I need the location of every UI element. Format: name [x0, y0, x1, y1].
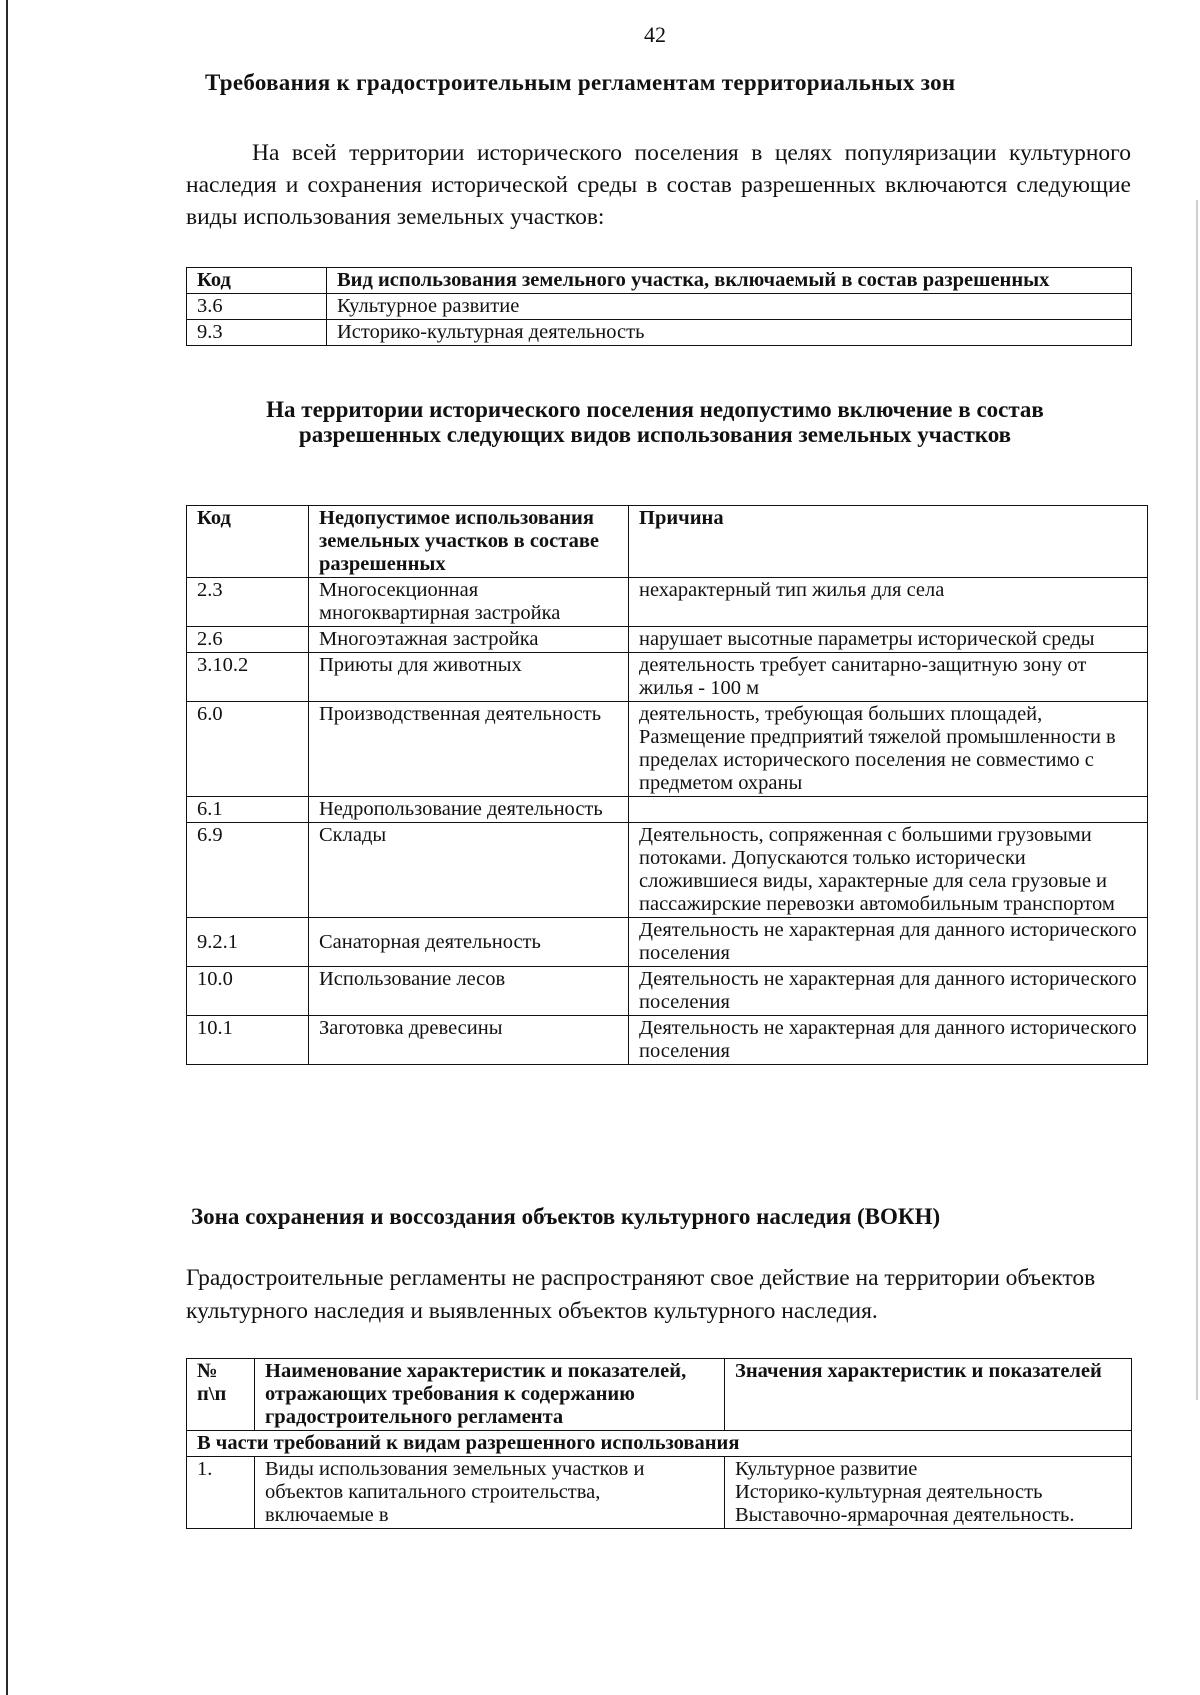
column-header-characteristic-value: Значения характеристик и показателей: [725, 1359, 1132, 1431]
cell-reason: нехарактерный тип жилья для села: [629, 578, 1148, 627]
cell-code: 9.2.1: [187, 918, 309, 967]
table-row: [187, 1016, 1148, 1065]
column-header-number: № п\п: [187, 1359, 255, 1431]
cell-use-type: Культурное развитие: [327, 294, 1132, 320]
cell-code: 6.1: [187, 797, 309, 823]
permitted-uses-table: [186, 267, 1132, 346]
column-header-code: Код: [187, 268, 327, 294]
value-line: Культурное развитие: [735, 1458, 918, 1480]
cell-prohibited-use: Недропользование деятельность: [309, 797, 629, 823]
cell-code: 2.6: [187, 627, 309, 653]
cell-code: 2.3: [187, 578, 309, 627]
table-row: [187, 320, 1132, 346]
cell-code: 10.1: [187, 1016, 309, 1065]
cell-reason: Деятельность, сопряженная с большими грузовыми потоками. Допускаются только исторически сложившиеся виды, характерные для села грузовые и пассажирские перевозки автомобильным транспортом: [629, 823, 1148, 918]
cell-reason: деятельность требует санитарно-защитную зону от жилья - 100 м: [629, 653, 1148, 702]
regulation-characteristics-table: [186, 1358, 1132, 1529]
cell-code: 3.10.2: [187, 653, 309, 702]
column-header-prohibited-use: Недопустимое использования земельных участков в составе разрешенных: [309, 506, 629, 578]
cell-prohibited-use: Использование лесов: [309, 967, 629, 1016]
okn-paragraph: Градостроительные регламенты не распространяют свое действие на территории объектов культурного наследия и выявленных объектов культурного наследия.: [186, 1265, 1096, 1324]
page-number: 42: [644, 22, 666, 47]
heading-okn-zone: Зона сохранения и воссоздания объектов культурного наследия (ВОКН): [191, 1204, 941, 1229]
value-line: Историко-культурная деятельность: [735, 1481, 1043, 1503]
cell-characteristic-name: Виды использования земельных участков и объектов капитального строительства, включаемые в: [255, 1457, 725, 1529]
heading-requirements: Требования к градостроительным регламентам территориальных зон: [205, 70, 956, 95]
table-section-row: [187, 1431, 1132, 1457]
prohibited-uses-table: [186, 505, 1148, 1065]
cell-reason: нарушает высотные параметры исторической среды: [629, 627, 1148, 653]
cell-prohibited-use: Заготовка древесины: [309, 1016, 629, 1065]
section-title: В части требований к видам разрешенного использования: [187, 1431, 1132, 1457]
column-header-reason: Причина: [629, 506, 1148, 578]
cell-reason: Деятельность не характерная для данного исторического поселения: [629, 1016, 1148, 1065]
heading-prohibited-uses: На территории исторического поселения недопустимо включение в состав разрешенных следующих видов использования земельных участков: [266, 397, 1044, 447]
cell-characteristic-value: [725, 1457, 1132, 1529]
cell-code: 6.9: [187, 823, 309, 918]
column-header-use-type: Вид использования земельного участка, включаемый в состав разрешенных: [327, 268, 1132, 294]
table-row: [187, 823, 1148, 918]
cell-code: 3.6: [187, 294, 327, 320]
table-row: [187, 653, 1148, 702]
intro-paragraph: На всей территории исторического поселения в целях популяризации культурного наследия и сохранения исторической среды в состав разрешенных включаются следующие виды использования земельных участков:: [186, 140, 1131, 230]
cell-code: 6.0: [187, 702, 309, 797]
cell-prohibited-use: Производственная деятельность: [309, 702, 629, 797]
table-row: [187, 578, 1148, 627]
cell-number: 1.: [187, 1457, 255, 1529]
column-header-characteristic-name: Наименование характеристик и показателей, отражающих требования к содержанию градостроительного регламента: [255, 1359, 725, 1431]
table-row: [187, 627, 1148, 653]
cell-prohibited-use: Санаторная деятельность: [309, 918, 629, 967]
table-row: [187, 967, 1148, 1016]
cell-reason: деятельность, требующая больших площадей, Размещение предприятий тяжелой промышленности в пределах исторического поселения не совместимо с предметом охраны: [629, 702, 1148, 797]
cell-prohibited-use: Приюты для животных: [309, 653, 629, 702]
table-row: [187, 702, 1148, 797]
cell-code: 9.3: [187, 320, 327, 346]
cell-prohibited-use: Многоэтажная застройка: [309, 627, 629, 653]
table-row: [187, 294, 1132, 320]
scan-edge-left: [6, 0, 8, 1695]
table-header-row: [187, 506, 1148, 578]
table-header-row: [187, 268, 1132, 294]
table-row: [187, 797, 1148, 823]
value-line: Выставочно-ярмарочная деятельность.: [735, 1504, 1075, 1526]
cell-reason: Деятельность не характерная для данного исторического поселения: [629, 967, 1148, 1016]
cell-code: 10.0: [187, 967, 309, 1016]
table-row: [187, 1457, 1132, 1529]
scan-edge-right: [1196, 200, 1198, 1400]
table-row: [187, 918, 1148, 967]
cell-reason: [629, 797, 1148, 823]
table-header-row: [187, 1359, 1132, 1431]
cell-use-type: Историко-культурная деятельность: [327, 320, 1132, 346]
column-header-code: Код: [187, 506, 309, 578]
cell-prohibited-use: Многосекционная многоквартирная застройка: [309, 578, 629, 627]
cell-reason: Деятельность не характерная для данного исторического поселения: [629, 918, 1148, 967]
cell-prohibited-use: Склады: [309, 823, 629, 918]
